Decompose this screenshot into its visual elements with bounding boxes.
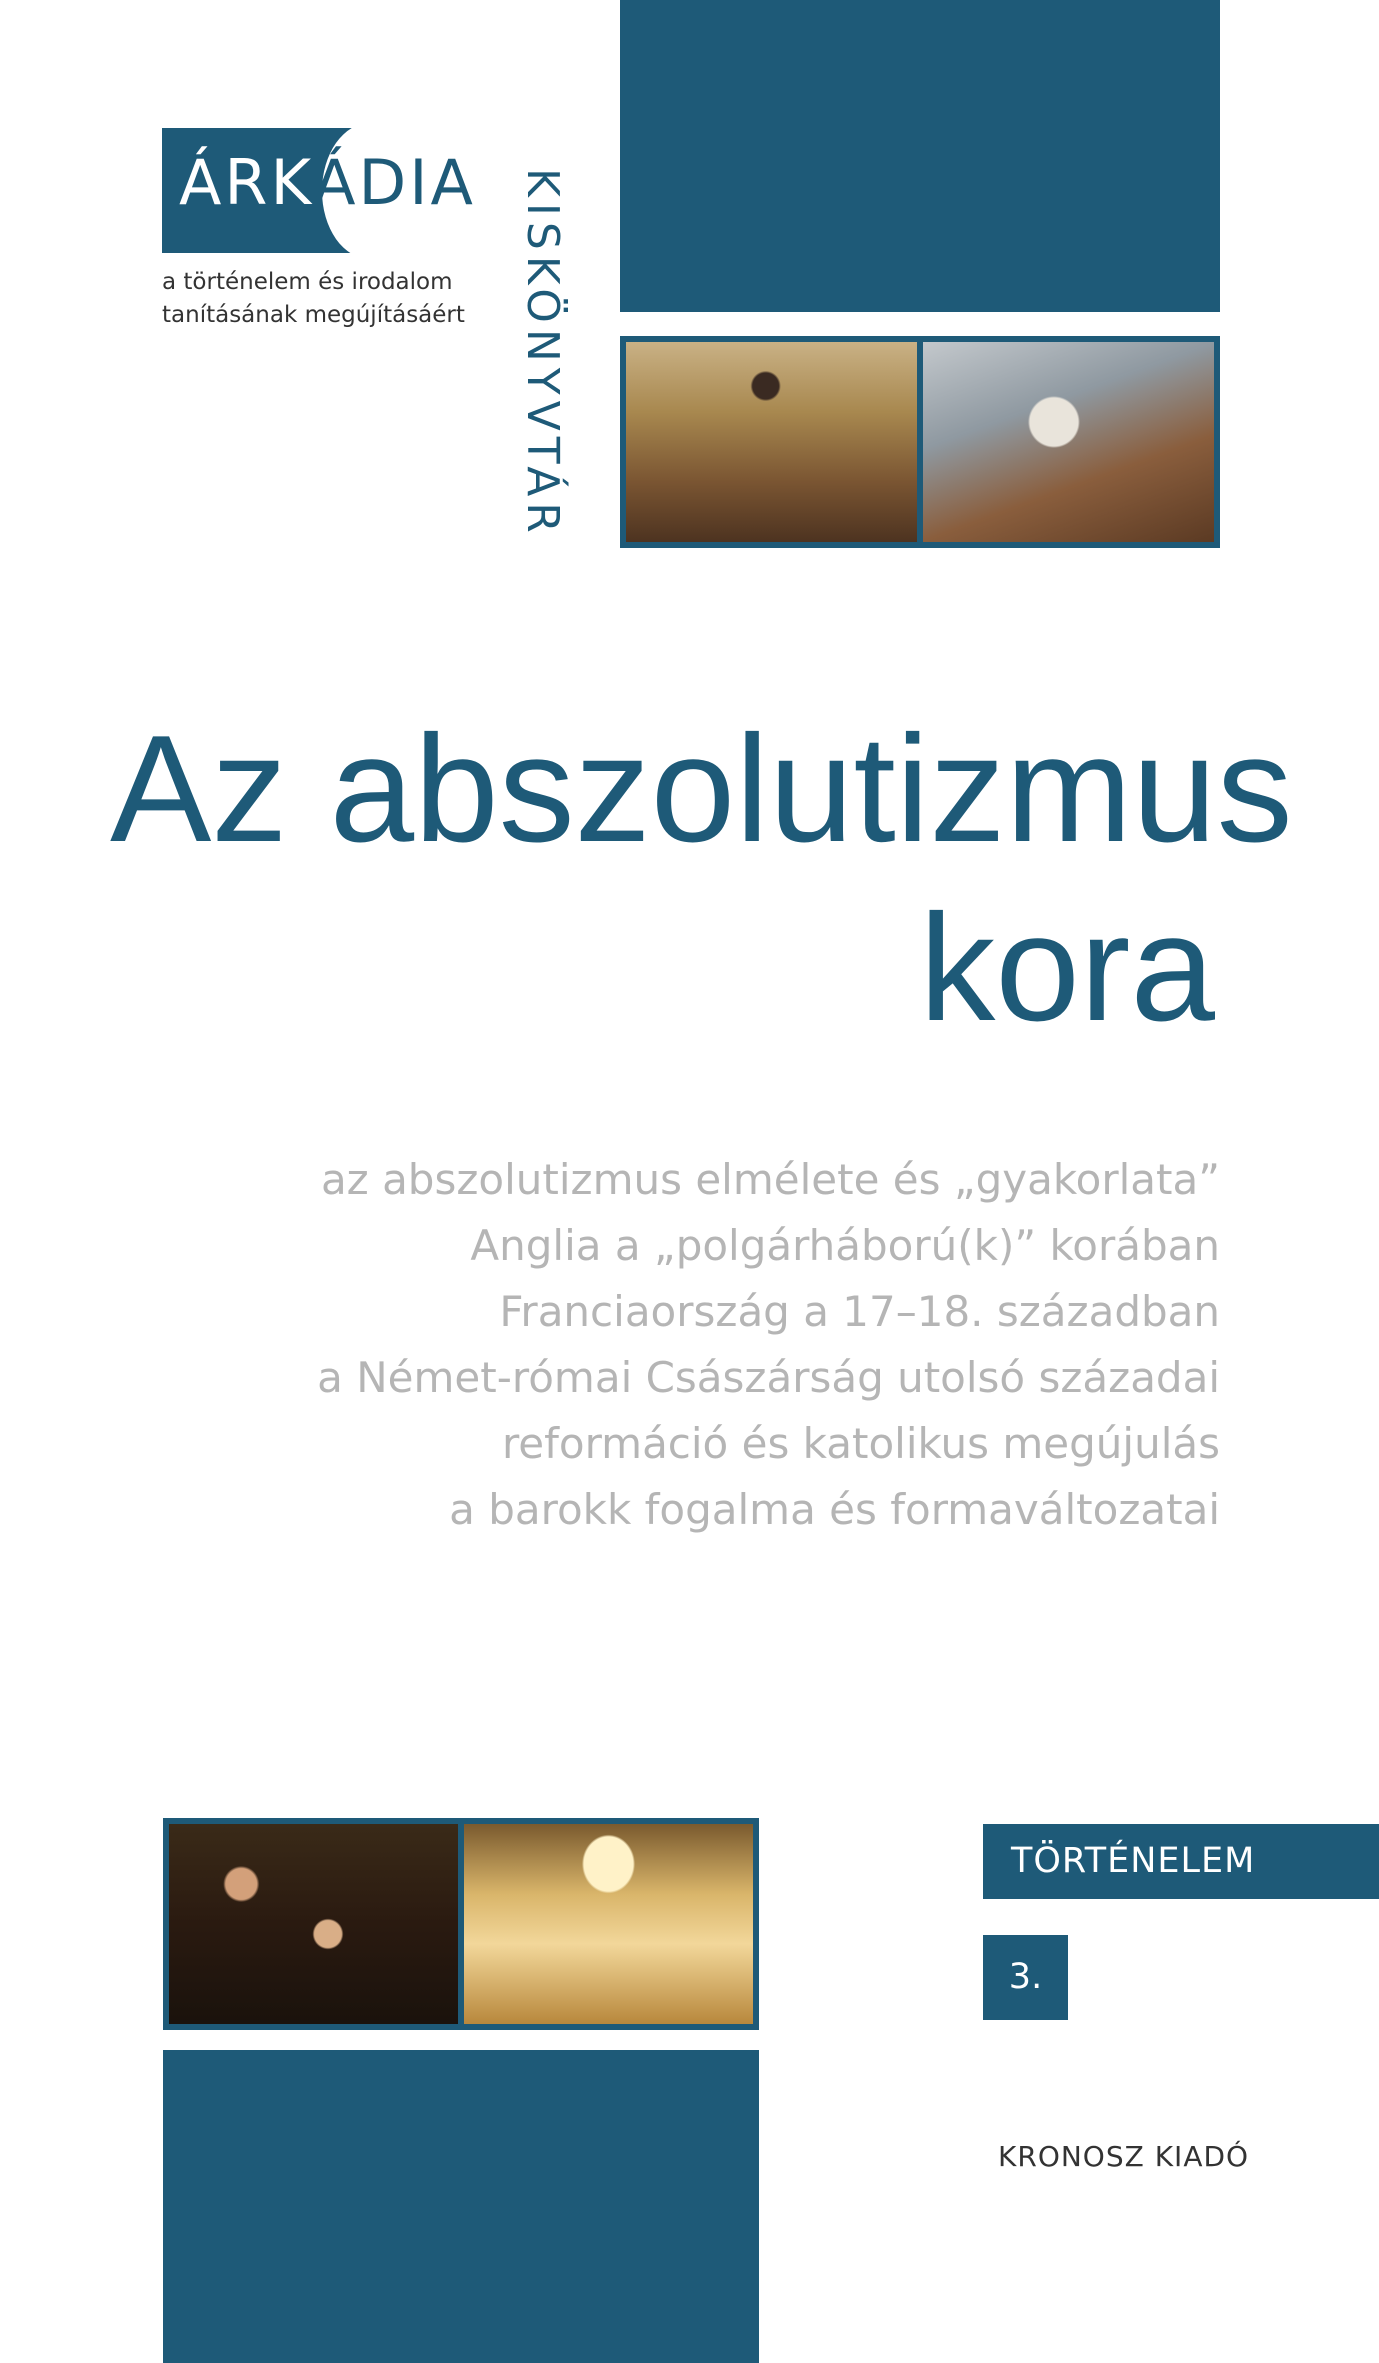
brand-logo — [179, 146, 476, 219]
topics-list — [120, 1147, 1220, 1543]
tagline-line-2: tanításának megújításáért — [162, 302, 465, 329]
painting-battle — [923, 342, 1214, 542]
book-title — [110, 700, 1293, 1059]
topic-item: az abszolutizmus elmélete és „gyakorlata” — [320, 1155, 1220, 1204]
topic-item: Anglia a „polgárháború(k)” korában — [470, 1221, 1220, 1270]
title-line-1: Az abszolutizmus — [110, 704, 1293, 874]
subject-tag: TÖRTÉNELEM — [983, 1824, 1379, 1899]
painting-hall-of-mirrors — [464, 1824, 753, 2024]
painting-procession — [626, 342, 917, 542]
series-label: KISKÖNYVTÁR — [517, 168, 568, 539]
volume-number-badge: 3. — [983, 1935, 1068, 2020]
top-color-block — [620, 0, 1220, 312]
brand-name-dark: ÁDIA — [313, 146, 476, 219]
tagline-line-1: a történelem és irodalom — [162, 269, 453, 295]
brand-name-light: ÁRK — [179, 146, 314, 219]
painting-reformers — [169, 1824, 458, 2024]
top-painting-strip — [620, 336, 1220, 548]
topic-item: reformáció és katolikus megújulás — [501, 1419, 1220, 1468]
topic-item: Franciaország a 17–18. században — [499, 1287, 1220, 1336]
topic-item: a barokk fogalma és formaváltozatai — [449, 1485, 1220, 1534]
bottom-color-block — [163, 2050, 759, 2363]
brand-tagline — [162, 266, 465, 333]
topic-item: a Német-római Császárság utolsó századai — [317, 1353, 1220, 1402]
bottom-painting-strip — [163, 1818, 759, 2030]
publisher-name: KRONOSZ KIADÓ — [998, 2140, 1250, 2173]
title-line-2: kora — [919, 883, 1215, 1054]
